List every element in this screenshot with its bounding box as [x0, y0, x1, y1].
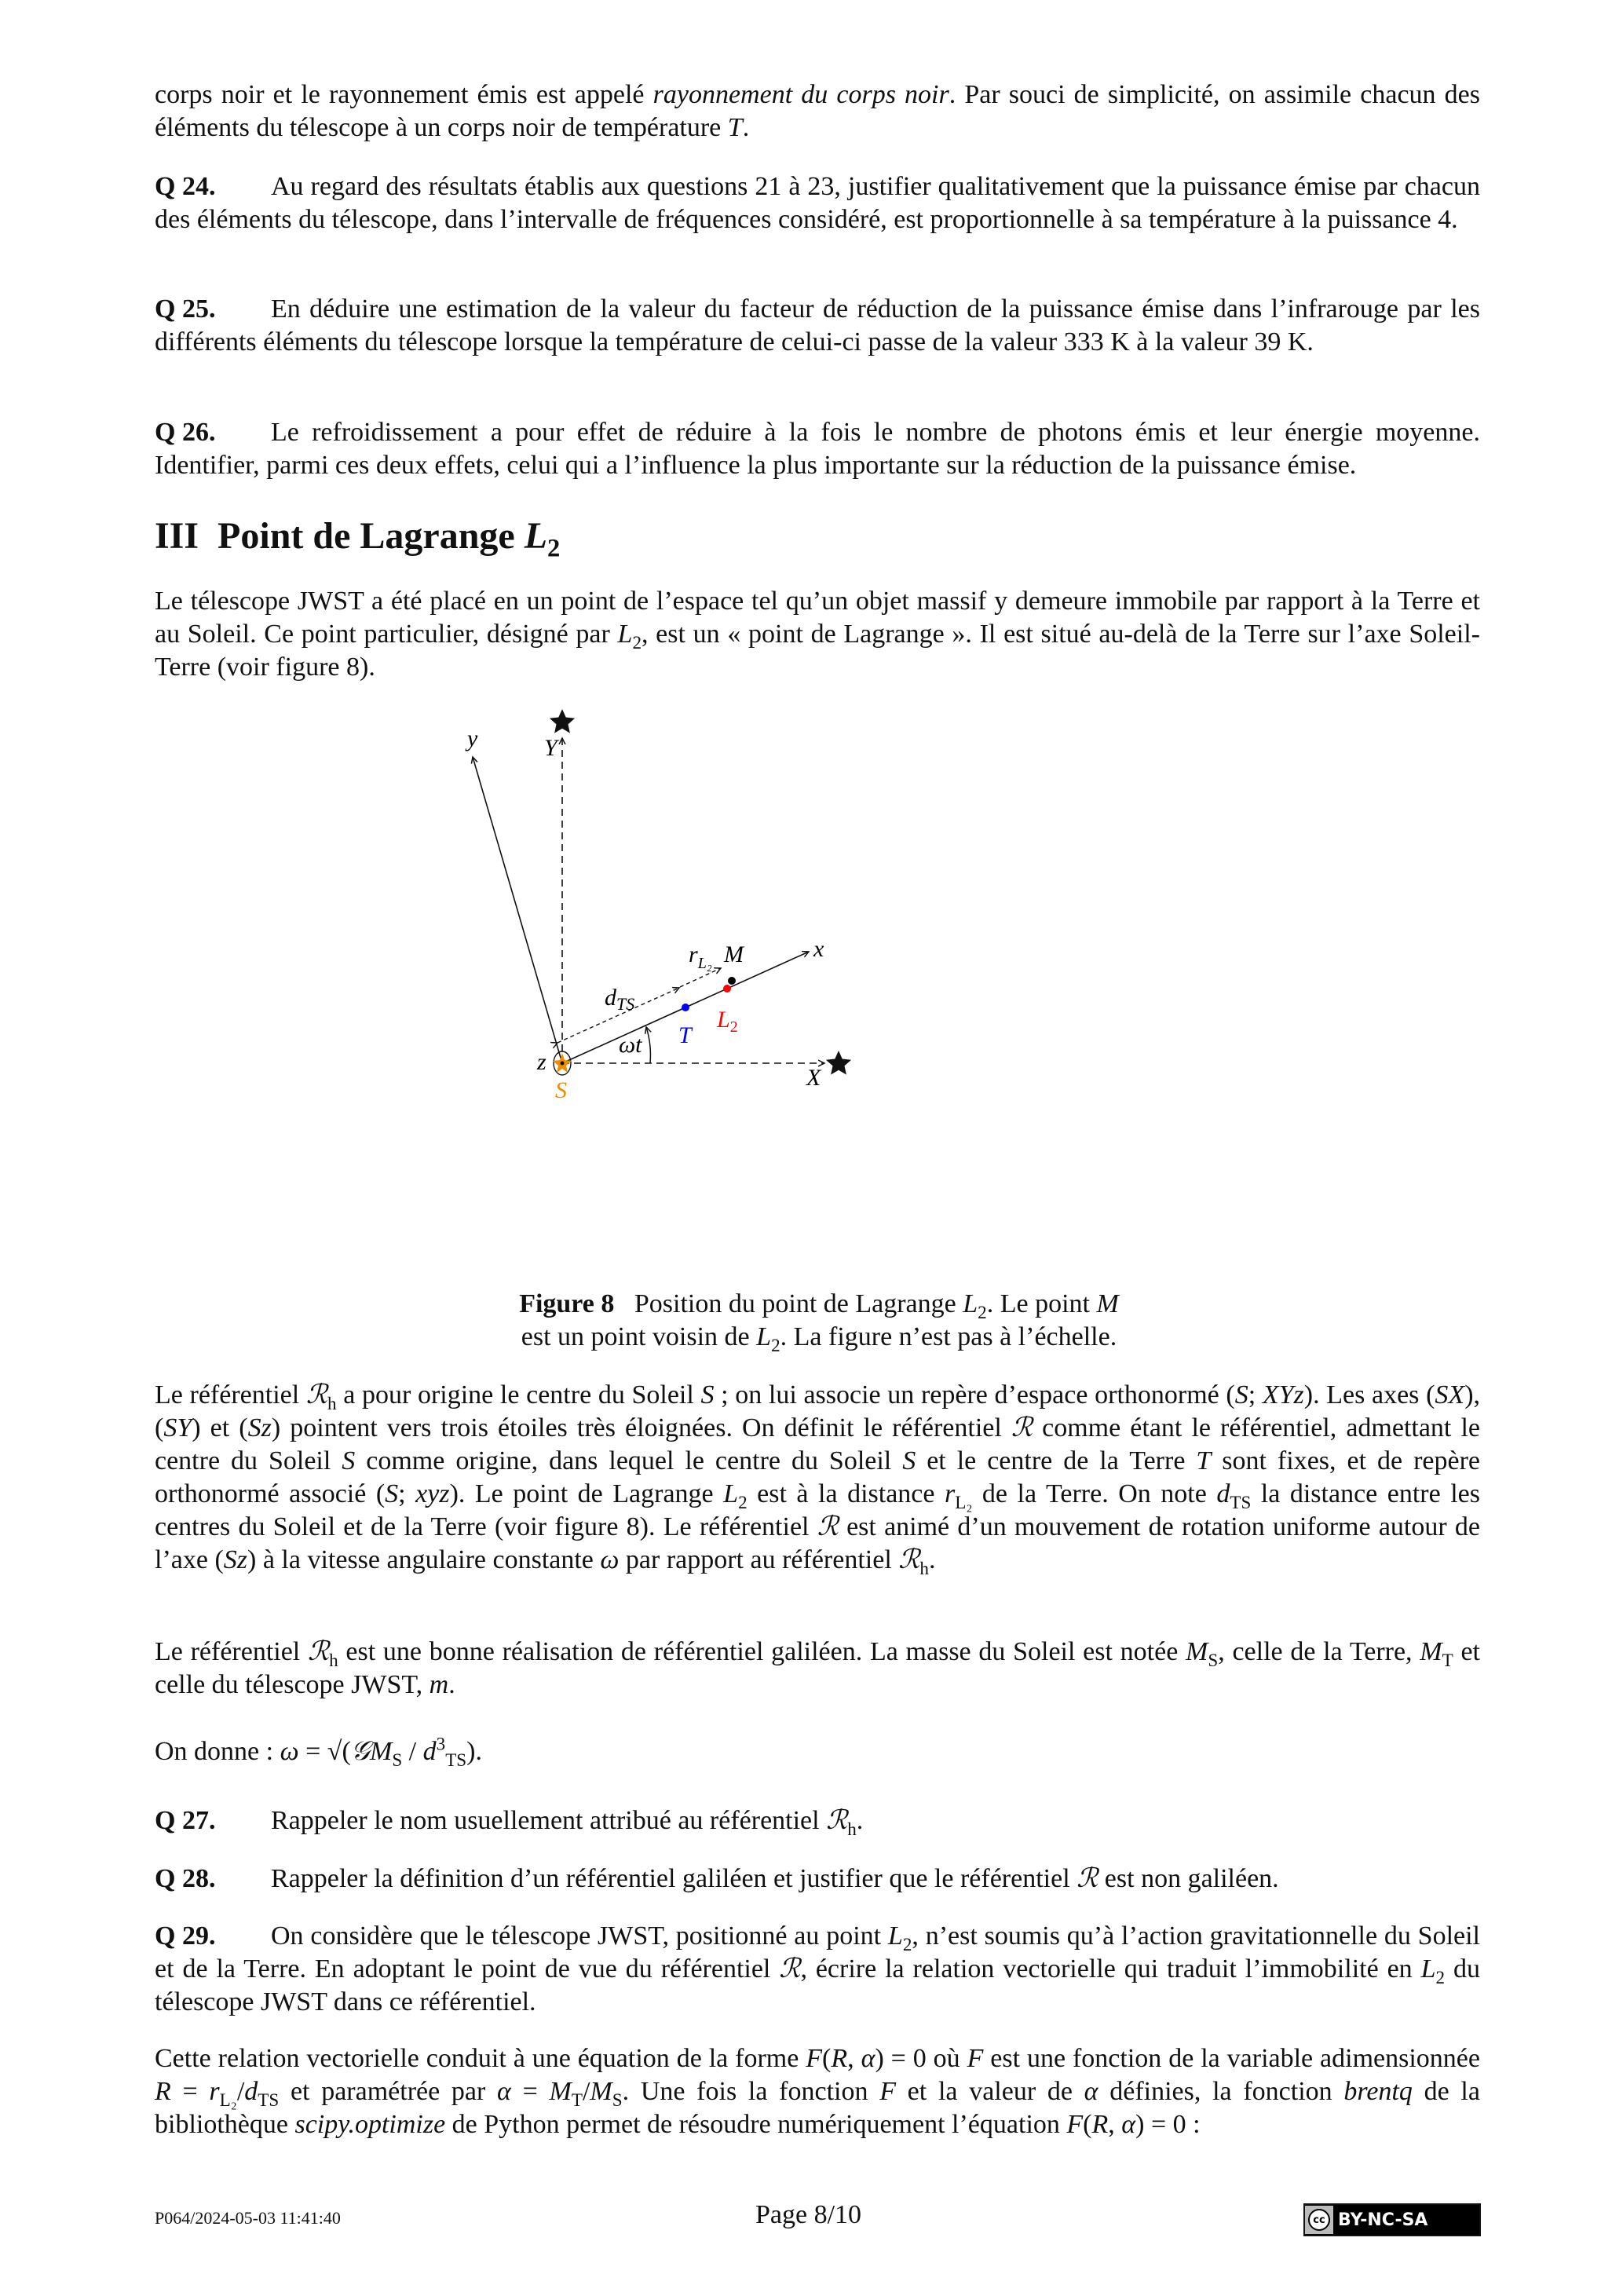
math-italic: ℛ: [898, 1545, 920, 1574]
text-run: est animé d’un mouvement de rotation uniforme autour de l’axe (: [155, 1512, 1480, 1574]
text-run: Le référentiel: [155, 1637, 308, 1666]
cc-icon: [1305, 2206, 1333, 2234]
math-italic: M: [1096, 1289, 1119, 1318]
math-italic: rayonnement du corps noir: [652, 80, 949, 109]
license-text: BY-NC-SA: [1338, 2210, 1428, 2230]
math-italic: r: [209, 2077, 220, 2106]
figure-caption-label: Figure 8: [519, 1289, 615, 1318]
text-run: la distance entre les centres du Soleil et de la Terre (voir figure 8). Le référentiel: [155, 1479, 1481, 1541]
label-dts-main: d: [605, 985, 616, 1011]
math-italic: m: [429, 1670, 449, 1699]
text-run: .: [742, 113, 750, 142]
math-italic: F: [1066, 2110, 1084, 2139]
math-italic: R: [155, 2077, 171, 2106]
text-run: =: [510, 2077, 550, 2106]
text-run: ) = 0 où: [875, 2044, 967, 2073]
text-run: ) à la vitesse angulaire constante: [247, 1545, 601, 1574]
text-run: .: [448, 1670, 455, 1699]
text-run: /: [582, 2077, 590, 2106]
math-italic: L: [723, 1479, 739, 1508]
math-italic: S: [902, 1446, 916, 1475]
math-italic: xyz: [415, 1479, 450, 1508]
text-run: a pour origine le centre du Soleil: [336, 1380, 701, 1409]
text-run: /: [402, 1737, 423, 1766]
text-run: = √(: [298, 1737, 351, 1766]
question-number: Q 29.: [155, 1921, 216, 1951]
subscript: L₂: [219, 2089, 237, 2111]
text-run: est non galiléen.: [1098, 1864, 1279, 1893]
text-run: ,: [847, 2044, 861, 2073]
label-dts: [605, 985, 634, 1014]
label-L2-main: L: [717, 1007, 730, 1033]
l2-point: [723, 985, 731, 993]
label-dts-sub: TS: [616, 994, 635, 1014]
math-italic: ω: [600, 1545, 620, 1574]
text-run: , est un « point de Lagrange ». Il est situé au-delà de la Terre sur l’axe Soleil-Terre (voir figure 8).: [155, 620, 1480, 682]
text-run: Rappeler la définition d’un référentiel galiléen et justifier que le référentiel: [271, 1864, 1077, 1893]
math-italic: ℛ: [1011, 1413, 1033, 1442]
text-run: .: [928, 1545, 936, 1574]
math-italic: S: [385, 1479, 399, 1508]
text-run: Position du point de Lagrange: [634, 1289, 963, 1318]
label-y: y: [467, 726, 478, 751]
label-L2-sub: 2: [729, 1018, 738, 1036]
section-symbol: L: [524, 515, 548, 557]
text-run: ) et (: [192, 1413, 248, 1442]
license-badge: [1303, 2203, 1481, 2236]
text-run: comme étant le référentiel, admettant le centre du Soleil: [155, 1413, 1480, 1475]
subscript: 2: [1435, 1967, 1446, 1988]
label-L2: [716, 1007, 738, 1036]
question-28: [155, 1863, 1480, 1896]
math-italic: F: [806, 2044, 823, 2073]
math-italic: SX: [1435, 1380, 1465, 1409]
math-italic: S: [1234, 1380, 1248, 1409]
math-italic: R: [831, 2044, 848, 2073]
text-run: . Une fois la fonction: [622, 2077, 880, 2106]
math-italic: α: [1121, 2110, 1136, 2139]
text-run: ; on lui associe un repère d’espace orthonormé (: [714, 1380, 1235, 1409]
math-italic: XYz: [1262, 1380, 1304, 1409]
subscript: 2: [978, 1302, 987, 1323]
paragraph-relation: [155, 2042, 1480, 2141]
text-run: et celle du télescope JWST,: [155, 1637, 1481, 1699]
math-italic: α: [497, 2077, 511, 2106]
text-run: et le centre de la Terre: [916, 1446, 1197, 1475]
label-Y: Y: [544, 735, 557, 761]
text-run: ,: [1108, 2110, 1122, 2139]
paragraph-referentiel: [155, 1379, 1480, 1577]
math-italic: M: [590, 2077, 612, 2106]
math-italic: d: [1216, 1479, 1230, 1508]
math-italic: M: [1420, 1637, 1442, 1666]
subscript: S: [392, 1749, 403, 1771]
subscript: TS: [258, 2089, 280, 2111]
subscript: 2: [771, 1335, 780, 1356]
math-italic: T: [1196, 1446, 1212, 1475]
label-omega-t: ωt: [619, 1032, 642, 1058]
subscript: h: [919, 1558, 929, 1579]
label-rl2-main: r: [689, 941, 698, 967]
text-run: ;: [1248, 1380, 1263, 1409]
paragraph-on-donne: [155, 1734, 1480, 1771]
math-italic: d: [422, 1737, 437, 1766]
math-italic: Sz: [223, 1545, 248, 1574]
star-icon: [550, 709, 575, 733]
subscript: h: [327, 1393, 337, 1414]
text-run: On considère que le télescope JWST, positionné au point: [271, 1921, 888, 1951]
text-run: de la bibliothèque: [155, 2077, 1480, 2139]
text-run: ), (: [155, 1380, 1481, 1442]
text-run: est à la distance: [747, 1479, 945, 1508]
label-T: T: [678, 1022, 692, 1048]
text-run: ;: [398, 1479, 416, 1508]
text-run: comme origine, dans lequel le centre du Soleil: [355, 1446, 903, 1475]
math-italic: R: [1091, 2110, 1109, 2139]
text-run: ). Les axes (: [1303, 1380, 1435, 1409]
text-run: En déduire une estimation de la valeur du facteur de réduction de la puissance émise dans l’infrarouge par les différents éléments du télescope lorsque la température de celui-ci passe de la valeur 333 K à la valeur 39 K.: [155, 294, 1480, 356]
text-run: .: [856, 1806, 864, 1835]
math-italic: d: [244, 2077, 258, 2106]
label-X: X: [806, 1065, 821, 1091]
math-italic: α: [861, 2044, 875, 2073]
footer-page-number: Page 8/10: [755, 2200, 862, 2229]
text-run: Cette relation vectorielle conduit à une équation de la forme: [155, 2044, 806, 2073]
math-italic: ℛ: [1077, 1864, 1098, 1893]
text-run: corps noir et le rayonnement émis est appelé: [155, 80, 653, 109]
text-run: /: [236, 2077, 245, 2106]
text-run: est une bonne réalisation de référentiel galiléen. La masse du Soleil est notée: [338, 1637, 1186, 1666]
text-run: ) pointent vers trois étoiles très éloignées. On définit le référentiel: [271, 1413, 1011, 1442]
text-run: et paramétrée par: [279, 2077, 498, 2106]
text-run: Le télescope JWST a été placé en un point de l’espace tel qu’un objet massif y demeure immobile par rapport à la Terre et au Soleil. Ce point particulier, désigné par: [155, 587, 1480, 649]
math-italic: T: [727, 113, 743, 142]
question-number: Q 24.: [155, 172, 216, 201]
subscript: T: [571, 2089, 583, 2111]
section-title: Point de Lagrange: [217, 515, 515, 557]
text-run: On donne :: [155, 1737, 280, 1766]
math-italic: brentq: [1343, 2077, 1413, 2106]
paragraph-galileen: [155, 1636, 1480, 1702]
question-number: Q 26.: [155, 418, 216, 447]
star-icon: [826, 1051, 851, 1075]
text-run: =: [170, 2077, 210, 2106]
math-italic: M: [1186, 1637, 1208, 1666]
math-italic: M: [549, 2077, 572, 2106]
text-run: Au regard des résultats établis aux questions 21 à 23, justifier qualitativement que la puissance émise par chacun des éléments du télescope, dans l’intervalle de fréquences considéré, est proportionnelle à sa température à la puissance 4.: [155, 172, 1480, 234]
text-run: sont fixes, et de repère orthonormé associé (: [155, 1446, 1480, 1508]
text-run: . Par souci de simplicité, on assimile chacun des éléments du télescope à un corps noir de température: [155, 80, 1480, 142]
subscript: L₂: [955, 1492, 973, 1513]
question-number: Q 28.: [155, 1864, 216, 1893]
math-italic: SY: [163, 1413, 192, 1442]
math-italic: Sz: [247, 1413, 272, 1442]
subscript: 2: [902, 1934, 912, 1955]
y-axis: [473, 757, 562, 1063]
subscript: T: [1442, 1650, 1453, 1671]
text-run: ).: [466, 1737, 482, 1766]
text-run: Le référentiel: [155, 1380, 306, 1409]
text-run: et la valeur de: [895, 2077, 1084, 2106]
text-run: Rappeler le nom usuellement attribué au référentiel: [271, 1806, 827, 1835]
text-run: ) = 0 :: [1135, 2110, 1201, 2139]
math-italic: L: [887, 1921, 903, 1951]
math-italic: ℛ: [779, 1954, 801, 1983]
sun-center: [561, 1062, 565, 1066]
label-M: M: [724, 941, 744, 967]
text-run: , écrire la relation vectorielle qui traduit l’immobilité en: [800, 1954, 1421, 1983]
subscript: S: [1208, 1650, 1219, 1671]
m-point: [728, 977, 736, 985]
math-italic: r: [945, 1479, 956, 1508]
subscript: S: [612, 2089, 623, 2111]
text-run: . Le point: [986, 1289, 1097, 1318]
label-rl2: [689, 941, 712, 972]
omega-t-arc: [646, 1027, 650, 1063]
math-italic: L: [756, 1322, 772, 1351]
math-italic: α: [1084, 2077, 1098, 2106]
label-z: z: [537, 1049, 546, 1075]
question-number: Q 25.: [155, 294, 216, 324]
math-italic: ℛ: [826, 1806, 848, 1835]
subscript: TS: [1230, 1492, 1252, 1513]
section-symbol-sub: 2: [547, 534, 561, 563]
question-number: Q 27.: [155, 1806, 216, 1835]
subscript: 2: [632, 632, 642, 653]
math-italic: L: [1420, 1954, 1436, 1983]
question-27: [155, 1804, 1480, 1840]
text-run: est un point voisin de: [521, 1322, 757, 1351]
math-italic: ℛ: [817, 1512, 839, 1541]
label-rl2-sub: L₂: [697, 955, 712, 972]
subscript: h: [847, 1819, 857, 1840]
text-run: (: [1083, 2110, 1092, 2139]
earth-point: [682, 1004, 689, 1011]
label-S: S: [555, 1077, 567, 1103]
math-italic: ω: [280, 1737, 299, 1766]
math-italic: L: [617, 620, 633, 649]
label-x: x: [813, 936, 824, 962]
math-italic: S: [342, 1446, 356, 1475]
text-run: ). Le point de Lagrange: [449, 1479, 724, 1508]
text-run: de la Terre. On note: [972, 1479, 1217, 1508]
text-run: , n’est soumis qu’à l’action gravitationnelle du Soleil et de la Terre. En adoptant le point de vue du référentiel: [155, 1921, 1481, 1983]
math-italic: scipy.optimize: [294, 2110, 446, 2139]
footer-doc-id: P064/2024-05-03 11:41:40: [155, 2208, 341, 2228]
math-italic: F: [967, 2044, 984, 2073]
text-run: est une fonction de la variable adimensionnée: [983, 2044, 1480, 2073]
math-italic: L: [963, 1289, 978, 1318]
text-run: par rapport au référentiel: [619, 1545, 899, 1574]
section-number: III: [155, 515, 199, 557]
text-run: du télescope JWST dans ce référentiel.: [155, 1954, 1480, 2016]
math-italic: ℛ: [305, 1380, 327, 1409]
text-run: définies, la fonction: [1098, 2077, 1344, 2106]
text-run: de Python permet de résoudre numériquement l’équation: [445, 2110, 1067, 2139]
subscript: h: [329, 1650, 338, 1671]
subscript: TS: [445, 1749, 467, 1771]
text-run: Le refroidissement a pour effet de réduire à la fois le nombre de photons émis et leur énergie moyenne. Identifier, parmi ces deux effets, celui qui a l’influence la plus importante sur la réduction de la puissance émise.: [155, 418, 1480, 480]
cc-icon-text: cc: [1308, 2209, 1330, 2231]
math-italic: S: [700, 1380, 715, 1409]
math-italic: 𝒢M: [350, 1737, 393, 1766]
superscript: 3: [436, 1734, 446, 1755]
figure-caption: [440, 1288, 1198, 1354]
text-run: . La figure n’est pas à l’échelle.: [780, 1322, 1117, 1351]
subscript: 2: [738, 1492, 748, 1513]
question-29: [155, 1920, 1480, 2019]
math-italic: ℛ: [308, 1637, 330, 1666]
text-run: , celle de la Terre,: [1218, 1637, 1420, 1666]
text-run: (: [822, 2044, 832, 2073]
math-italic: F: [879, 2077, 896, 2106]
